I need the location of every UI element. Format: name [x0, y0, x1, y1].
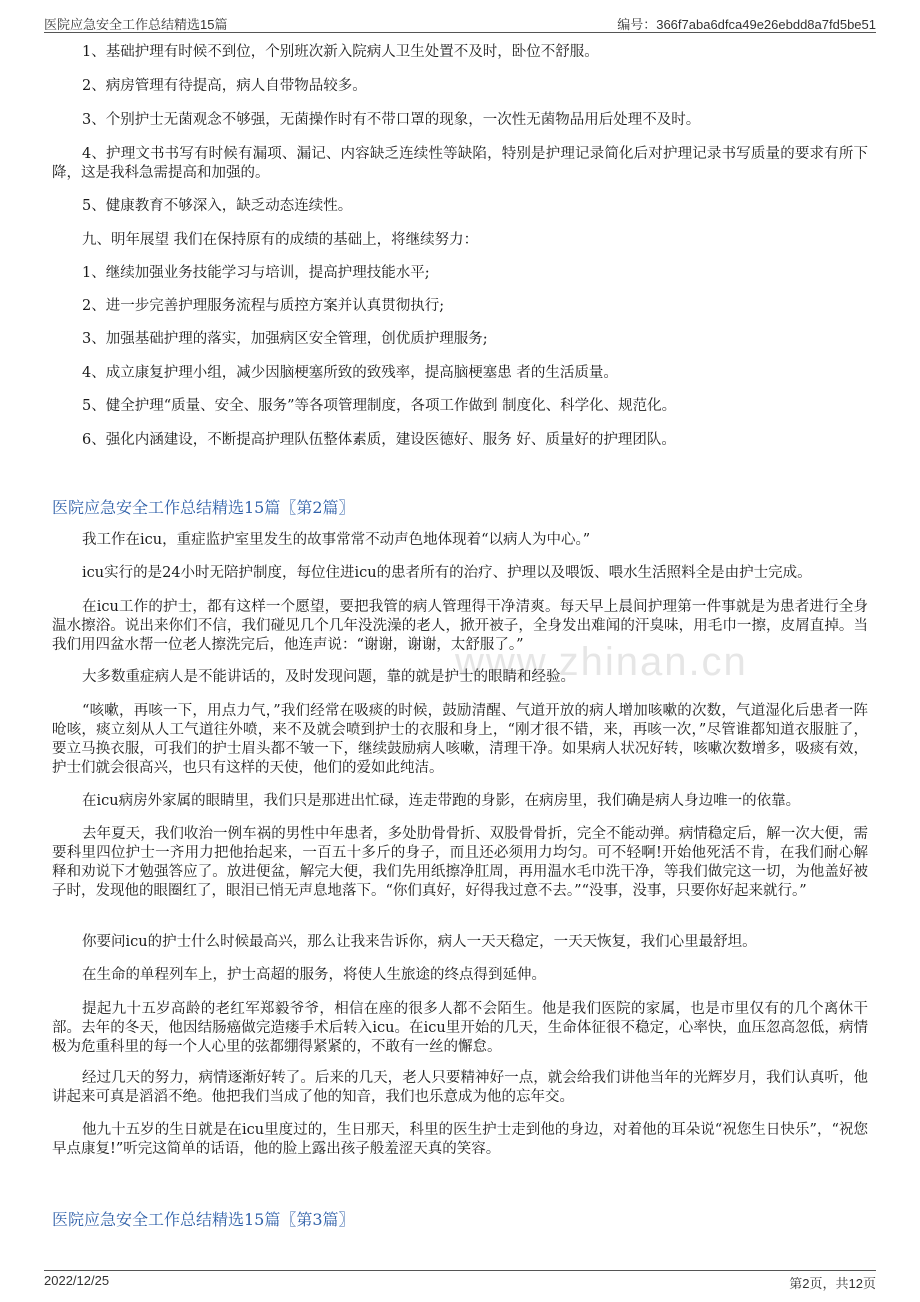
paragraph: 5、健康教育不够深入，缺乏动态连续性。 [82, 198, 353, 214]
paragraph: 4、成立康复护理小组，减少因脑梗塞所致的致残率，提高脑梗塞患 者的生活质量。 [82, 365, 618, 381]
watermark: www.zhinan.cn [455, 640, 748, 684]
paragraph: 提起九十五岁高龄的老红军郑毅爷爷，相信在座的很多人都不会陌生。他是我们医院的家属，也是市里仅有的几个离休干部。去年的冬天，他因结肠癌做完造瘘手术后转入icu。在icu里开始的几天，生命体征很不稳定，心率快，血压忽高忽低，病情极为危重科里的每一个人心里的弦都绷得紧紧的，不敢有一丝的懈怠。 [52, 1001, 868, 1055]
paragraph: 经过几天的努力，病情逐渐好转了。后来的几天，老人只要精神好一点，就会给我们讲他当年的光辉岁月，我们认真听，他讲起来可真是滔滔不绝。他把我们当成了他的知音，我们也乐意成为他的忘年交。 [52, 1070, 868, 1105]
paragraph: 你要问icu的护士什么时候最高兴，那么让我来告诉你，病人一天天稳定，一天天恢复，我们心里最舒坦。 [82, 934, 757, 950]
page-header [44, 12, 876, 33]
header-doc-id: 编号：366f7aba6dfca49e26ebdd8a7fd5be51 [617, 17, 876, 32]
paragraph: 3、加强基础护理的落实，加强病区安全管理，创优质护理服务; [82, 331, 488, 347]
paragraph: 5、健全护理“质量、安全、服务”等各项管理制度，各项工作做到 制度化、科学化、规范化。 [82, 398, 677, 414]
paragraph: 3、个别护士无菌观念不够强，无菌操作时有不带口罩的现象，一次性无菌物品用后处理不及时。 [82, 112, 701, 128]
header-title: 医院应急安全工作总结精选15篇 [44, 17, 228, 32]
paragraph: 1、基础护理有时候不到位，个别班次新入院病人卫生处置不及时，卧位不舒服。 [82, 44, 599, 60]
section-heading: 医院应急安全工作总结精选15篇〖第2篇〗 [52, 498, 355, 517]
paragraph: 2、进一步完善护理服务流程与质控方案并认真贯彻执行; [82, 298, 445, 314]
paragraph: 九、明年展望 我们在保持原有的成绩的基础上，将继续努力： [82, 232, 479, 248]
paragraph: 在icu工作的护士，都有这样一个愿望，要把我管的病人管理得干净清爽。每天早上晨间护理第一件事就是为患者进行全身温水擦浴。说出来你们不信，我们碰见几个几年没洗澡的老人，掀开被子，全身发出难闻的汗臭味，用毛巾一擦，皮屑直掉。当我们用四盆水帮一位老人擦洗完后，他连声说：“谢谢，谢谢，太舒服了。” [52, 599, 868, 653]
page-footer [44, 1270, 876, 1291]
paragraph: 大多数重症病人是不能讲话的，及时发现问题，靠的就是护士的眼睛和经验。 [82, 669, 575, 685]
paragraph: 6、强化内涵建设，不断提高护理队伍整体素质，建设医德好、服务 好、质量好的护理团队。 [82, 432, 676, 448]
paragraph: 他九十五岁的生日就是在icu里度过的，生日那天，科里的医生护士走到他的身边，对着他的耳朵说“祝您生日快乐”，“祝您早点康复!”听完这简单的话语，他的脸上露出孩子般羞涩天真的笑容。 [52, 1122, 868, 1157]
paragraph: 去年夏天，我们收治一例车祸的男性中年患者，多处肋骨骨折、双股骨骨折，完全不能动弹。病情稳定后，解一次大便，需要科里四位护士一齐用力把他抬起来，一百五十多斤的身子，而且还必须用力均匀。可不轻啊!开始他死活不肯，在我们耐心解释和劝说下才勉强答应了。放进便盆，解完大便，我们先用纸擦净肛周，再用温水毛巾洗干净，等我们做完这一切，为他盖好被子时，发现他的眼圈红了，眼泪已悄无声息地落下。“你们真好，好得我过意不去。”“没事，没事，只要你好起来就行。” [52, 826, 868, 899]
paragraph: 4、护理文书书写有时候有漏项、漏记、内容缺乏连续性等缺陷，特别是护理记录简化后对护理记录书写质量的要求有所下降，这是我科急需提高和加强的。 [52, 146, 868, 181]
paragraph: 2、病房管理有待提高，病人自带物品较多。 [82, 78, 367, 94]
paragraph: 在icu病房外家属的眼睛里，我们只是那进出忙碌，连走带跑的身影，在病房里，我们确是病人身边唯一的依靠。 [82, 793, 801, 809]
section-heading: 医院应急安全工作总结精选15篇〖第3篇〗 [52, 1210, 355, 1229]
paragraph: 1、继续加强业务技能学习与培训，提高护理技能水平; [82, 265, 430, 281]
paragraph: icu实行的是24小时无陪护制度，每位住进icu的患者所有的治疗、护理以及喂饭、喂水生活照料全是由护士完成。 [82, 565, 812, 581]
paragraph: “咳嗽，再咳一下，用点力气，”我们经常在吸痰的时候，鼓励清醒、气道开放的病人增加咳嗽的次数，气道湿化后患者一阵呛咳，痰立刻从人工气道往外喷，来不及就会喷到护士的衣服和身上，“刚才很不错，来，再咳一次，”尽管谁都知道衣服脏了，要立马换衣服，可我们的护士眉头都不皱一下，继续鼓励病人咳嗽，清理干净。如果病人状况好转，咳嗽次数增多，吸痰有效，护士们就会很高兴，也只有这样的天使，他们的爱如此纯洁。 [52, 703, 868, 776]
footer-date: 2022/12/25 [44, 1273, 110, 1288]
paragraph: 在生命的单程列车上，护士高超的服务，将使人生旅途的终点得到延伸。 [82, 967, 546, 983]
paragraph: 我工作在icu，重症监护室里发生的故事常常不动声色地体现着“以病人为中心。” [82, 532, 591, 548]
footer-page-number: 第2页，共12页 [789, 1276, 876, 1291]
